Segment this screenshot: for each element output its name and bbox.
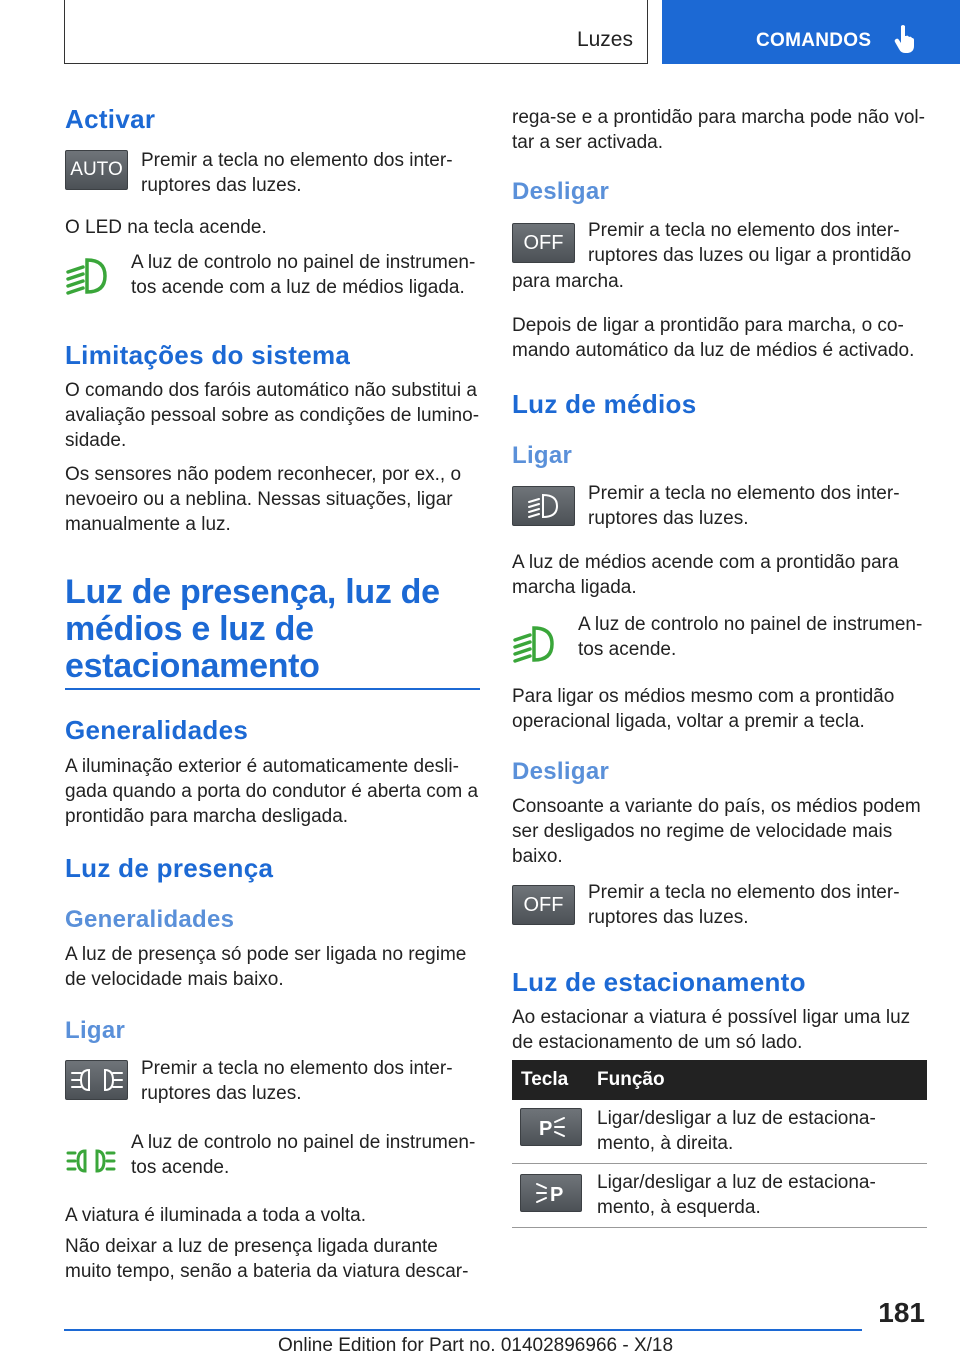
presenca-gen-text: A luz de presença só pode ser ligada no regime de velocidade mais baixo.	[65, 944, 467, 990]
parking-lights-indicator-icon	[65, 1148, 117, 1181]
auto-key-instruction	[65, 148, 480, 200]
auto-key-text: Premir a tecla no elemento dos inter- ruptores das luzes.	[141, 150, 453, 196]
low-beam-key-instruction	[512, 481, 927, 533]
presenca-p1: A viatura é iluminada a toda a volta.	[65, 1205, 367, 1226]
parking-right-key-icon	[520, 1108, 582, 1146]
low-beam-key-text: Premir a tecla no elemento dos inter- ruptores das luzes.	[588, 483, 900, 529]
header-chapter-tab[interactable]	[662, 0, 960, 64]
off-key-text-1-cont: para marcha.	[512, 271, 624, 292]
continuation-text: rega-se e a prontidão para marcha pode não vol- tar a ser activada.	[512, 107, 925, 153]
heading-luz-presenca: Luz de presença	[65, 853, 274, 883]
led-text: O LED na tecla acende.	[65, 217, 267, 238]
low-beam-indicator-text-2: A luz de controlo no painel de instrumen- tos acende.	[578, 614, 923, 660]
heading-generalidades: Generalidades	[65, 715, 249, 745]
svg-text:P: P	[539, 1118, 553, 1140]
low-beam-indicator-text: A luz de controlo no painel de instrumen- tos acende com a luz de médios ligada.	[131, 252, 476, 298]
limitacoes-p1: O comando dos faróis automático não substitui a avaliação pessoal sobre as condições de lumino- sidade.	[65, 380, 480, 451]
parking-lights-indicator-text: A luz de controlo no painel de instrumen- tos acende.	[131, 1132, 476, 1178]
heading-limitacoes: Limitações do sistema	[65, 340, 351, 370]
off-key-text-1: Premir a tecla no elemento dos inter- ruptores das luzes ou ligar a prontidão	[588, 220, 912, 266]
off-key-icon	[512, 223, 575, 263]
subheading-generalidades: Generalidades	[65, 906, 235, 933]
medios-p3: Consoante a variante do país, os médios podem ser desligados no regime de velocidade mais baixo.	[512, 796, 921, 867]
parking-light-table	[512, 1060, 927, 1230]
header-section-box	[64, 0, 648, 64]
subheading-ligar-medios: Ligar	[512, 442, 573, 469]
heading-luz-estacionamento: Luz de estacionamento	[512, 967, 806, 997]
chapter-title: Luz de presença, luz de médios e luz de estacionamento	[65, 573, 440, 685]
subheading-ligar: Ligar	[65, 1017, 126, 1044]
header-chapter-label: COMANDOS	[756, 30, 872, 51]
subheading-desligar-1: Desligar	[512, 178, 610, 205]
low-beam-indicator-icon	[65, 254, 115, 303]
heading-activar: Activar	[65, 104, 156, 134]
off-key-instruction-1	[512, 218, 927, 270]
parking-lights-key-instruction	[65, 1056, 480, 1108]
low-beam-indicator-instruction-2	[512, 612, 927, 664]
parking-lights-key-icon	[65, 1060, 128, 1100]
table-header-function: Função	[597, 1069, 665, 1090]
header-section-title: Luzes	[576, 28, 633, 51]
low-beam-key-icon	[512, 486, 575, 526]
limitacoes-p2: Os sensores não podem reconhecer, por ex., o nevoeiro ou a neblina. Nessas situações, ligar manualmente a luz.	[65, 464, 462, 535]
auto-key-icon	[65, 150, 128, 190]
heading-luz-medios: Luz de médios	[512, 389, 697, 419]
low-beam-indicator-icon-2	[512, 622, 562, 671]
footer-rule	[64, 1329, 862, 1331]
medios-p2: Para ligar os médios mesmo com a prontidão operacional ligada, voltar a premir a tecla.	[512, 686, 895, 732]
auto-key-label: AUTO	[70, 159, 123, 180]
pointing-hand-icon	[894, 24, 916, 59]
table-header-key: Tecla	[521, 1069, 569, 1090]
parking-lights-indicator-instruction	[65, 1130, 480, 1182]
off-key-text-2: Premir a tecla no elemento dos inter- ruptores das luzes.	[588, 882, 900, 928]
off-key-icon-2	[512, 885, 575, 925]
presenca-p2: Não deixar a luz de presença ligada durante muito tempo, senão a bateria da viatura descar-	[65, 1236, 469, 1282]
table-row-text: Ligar/desligar a luz de estaciona- mento, à direita.	[597, 1108, 876, 1154]
footer-edition: Online Edition for Part no. 01402896966 - X/18	[278, 1335, 674, 1356]
page-number: 181	[878, 1297, 925, 1328]
medios-p1: A luz de médios acende com a prontidão para marcha ligada.	[512, 552, 899, 598]
chapter-title-rule	[65, 688, 480, 690]
low-beam-indicator-instruction	[65, 250, 480, 302]
off-key-label-2: OFF	[523, 893, 564, 916]
generalidades-text: A iluminação exterior é automaticamente desli- gada quando a porta do condutor é aberta com a prontidão para marcha desligada.	[65, 756, 479, 827]
table-header	[512, 1060, 927, 1100]
off-key-instruction-2	[512, 880, 927, 932]
desligar-1-text: Depois de ligar a prontidão para marcha, o co- mando automático da luz de médios é activado.	[512, 315, 915, 361]
estacionamento-text: Ao estacionar a viatura é possível ligar uma luz de estacionamento de um só lado.	[512, 1007, 911, 1053]
off-key-label: OFF	[523, 231, 564, 254]
parking-left-key-icon	[520, 1174, 582, 1212]
svg-text:P: P	[550, 1184, 564, 1206]
table-row	[512, 1164, 927, 1228]
table-row	[512, 1100, 927, 1164]
parking-lights-key-text: Premir a tecla no elemento dos inter- ruptores das luzes.	[141, 1058, 453, 1104]
subheading-desligar-2: Desligar	[512, 758, 610, 785]
table-row-text: Ligar/desligar a luz de estaciona- mento, à esquerda.	[597, 1172, 876, 1218]
